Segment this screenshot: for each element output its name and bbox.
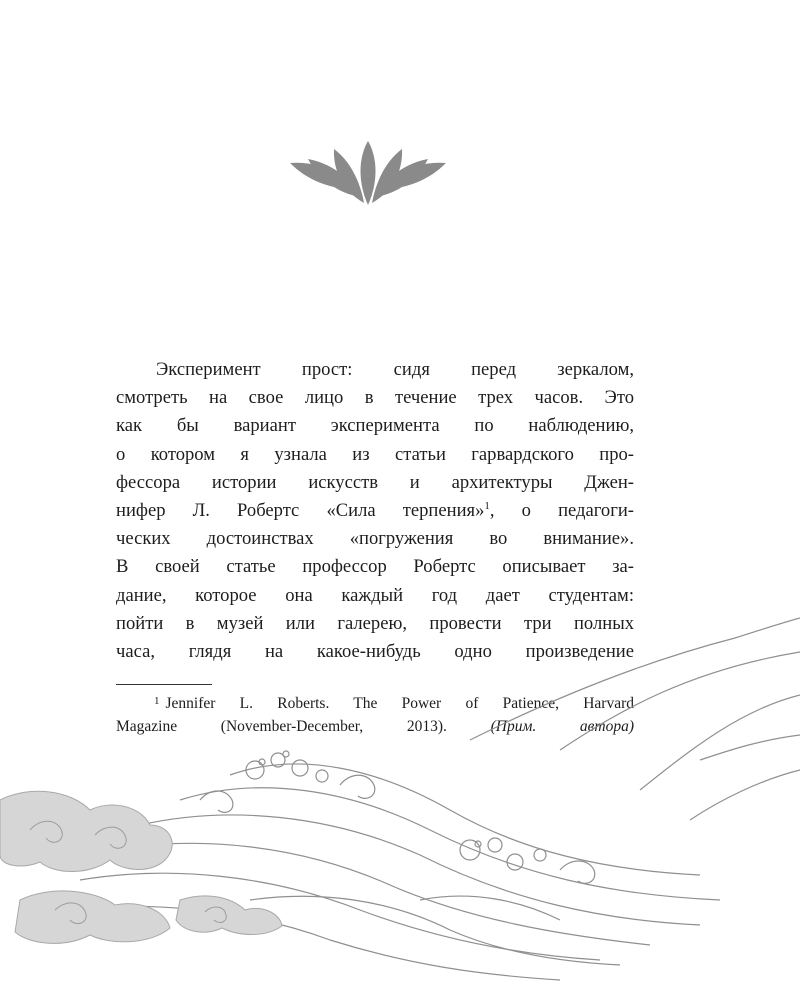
- footnote-line: Magazine (November-December, 2013). (Прим. автора): [116, 718, 634, 735]
- text-line: часа, глядя на какое-нибудь одно произведение: [116, 641, 634, 663]
- text-line: Эксперимент прост: сидя перед зеркалом,: [156, 359, 634, 380]
- text-line: как бы вариант эксперимента по наблюдению,: [116, 415, 634, 437]
- author-note: (Прим. автора): [490, 718, 634, 735]
- footnote-number: 1: [154, 695, 160, 707]
- text-line: пойти в музей или галерею, провести три полных: [116, 612, 634, 634]
- text-line: о котором я узнала из статьи гарвардского про-: [116, 443, 634, 465]
- footnote-ref[interactable]: 1: [484, 500, 490, 513]
- footnote-line: $^1$ Jennifer L. Roberts. The Power of Patience, Harvard: [116, 690, 634, 715]
- text-line: смотреть на свое лицо в течение трех часов. Это: [116, 387, 634, 409]
- bamboo-leaves-icon: [288, 133, 448, 213]
- waves-illustration-icon: [0, 600, 800, 1000]
- text-line: дание, которое она каждый год дает студентам:: [116, 584, 634, 606]
- text-line: фессора истории искусств и архитектуры Джен-: [116, 471, 634, 493]
- text-line: ческих достоинствах «погружения во внимание».: [116, 528, 634, 550]
- text-line: В своей статье профессор Робертс описывает за-: [116, 556, 634, 578]
- text-line: нифер Л. Робертс «Сила терпения»$^1$, о педагоги-: [116, 500, 634, 522]
